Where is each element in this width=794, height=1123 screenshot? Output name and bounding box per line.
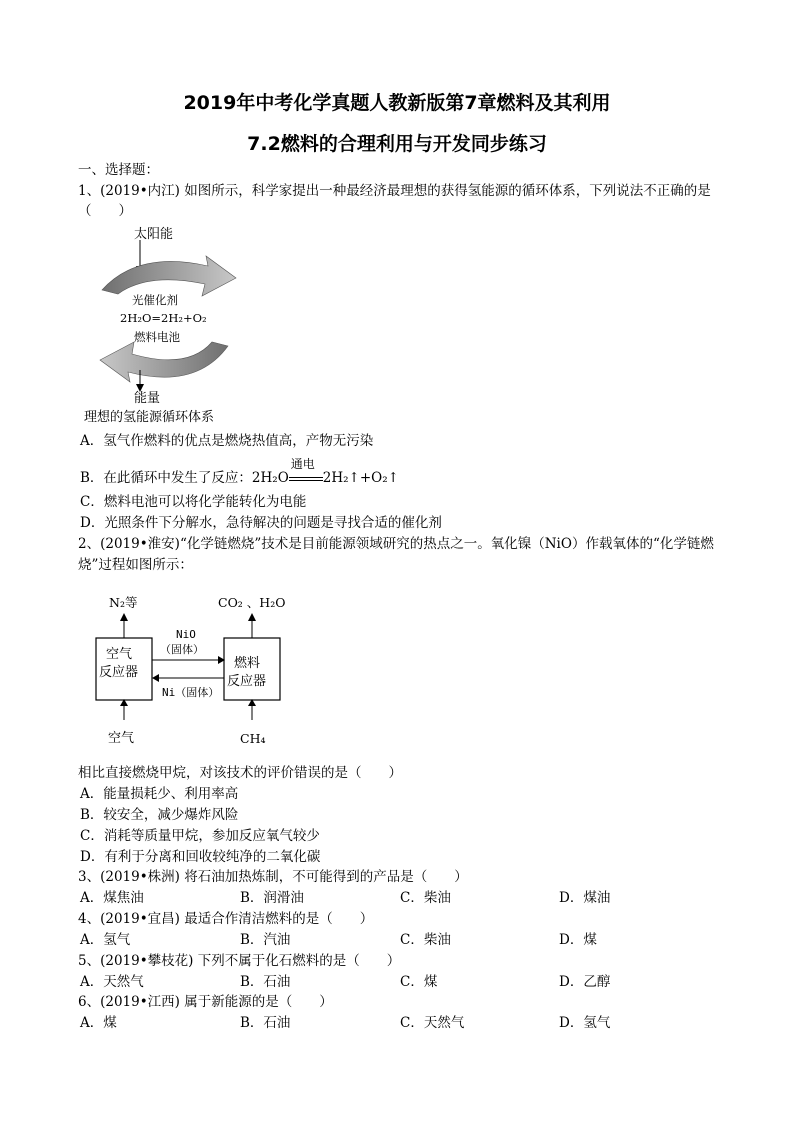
q4-option-c: C．柴油: [400, 932, 451, 948]
document-subtitle: 7.2燃料的合理利用与开发同步练习: [247, 133, 547, 155]
upper-cycle-arrow: [102, 256, 236, 296]
air-input-label: 空气: [108, 731, 135, 746]
reaction-label: 2H₂O=2H₂+O₂: [120, 311, 207, 325]
q3-option-b: B．润滑油: [240, 890, 304, 906]
q4-stem: 4、(2019•宜昌) 最适合作清洁燃料的是（ ）: [78, 911, 374, 927]
lower-cycle-arrow: [100, 342, 228, 382]
nio-solid-label: （固体）: [160, 643, 204, 656]
n2-label: N₂等: [109, 595, 138, 610]
fuel-out-arrowhead: [248, 613, 256, 621]
air-out-arrowhead: [120, 613, 128, 621]
ni-solid-label: Ni（固体）: [162, 686, 220, 699]
q1-option-b-suffix: 2H₂↑+O₂↑: [322, 470, 399, 486]
q6-option-d: D．氢气: [559, 1015, 611, 1031]
q2-option-d: D．有利于分离和回收较纯净的二氧化碳: [80, 849, 321, 865]
q4-option-a: A．氢气: [80, 932, 131, 948]
q6-stem: 6、(2019•江西) 属于新能源的是（ ）: [78, 994, 333, 1010]
q1-stem: 1、(2019•内江) 如图所示，科学家提出一种最经济最理想的获得氢能源的循环体系，下列说法不正确的是: [78, 183, 711, 199]
q4-option-b: B．汽油: [240, 932, 291, 948]
q1-answer-blank: （ ）: [78, 203, 132, 219]
q6-option-b: B．石油: [240, 1015, 291, 1031]
air-reactor-line1: 空气: [106, 647, 133, 662]
q2-option-c: C．消耗等质量甲烷，参加反应氧气较少: [80, 828, 320, 844]
q2-stem: 2、(2019•淮安)“化学链燃烧”技术是目前能源领域研究的热点之一。氧化镍（NiO）作载氧体的“化学链燃烧”过程如图所示：: [78, 536, 714, 573]
q1-option-c: C．燃料电池可以将化学能转化为电能: [80, 494, 307, 510]
q1-option-b: [80, 456, 399, 487]
document-title: 2019年中考化学真题人教新版第7章燃料及其利用: [183, 92, 611, 114]
q1-option-a: A．氢气作燃料的优点是燃烧热值高，产物无污染: [80, 433, 374, 449]
q3-stem: 3、(2019•株洲) 将石油加热炼制，不可能得到的产品是（ ）: [78, 869, 468, 885]
diagram-caption: 理想的氢能源循环体系: [84, 410, 215, 425]
equals-line: [289, 477, 323, 481]
co2-h2o-label: CO₂ 、H₂O: [218, 595, 286, 610]
nio-label: NiO: [176, 628, 196, 641]
ch4-label: CH₄: [240, 731, 266, 746]
q6-option-c: C．天然气: [400, 1015, 465, 1031]
q3-option-a: A．煤焦油: [80, 890, 144, 906]
q4-option-d: D．煤: [559, 932, 597, 948]
electrolysis-condition: 通电: [290, 456, 315, 471]
ni-arrowhead: [152, 674, 159, 682]
energy-label: 能量: [134, 391, 161, 406]
q5-option-a: A．天然气: [80, 974, 144, 990]
q2-option-b: B．较安全，减少爆炸风险: [80, 807, 239, 823]
q3-option-d: D．煤油: [559, 890, 611, 906]
q2-option-a: A．能量损耗少、利用率高: [80, 786, 239, 802]
section-heading: 一、选择题：: [78, 162, 159, 178]
q5-stem: 5、(2019•攀枝花) 下列不属于化石燃料的是（ ）: [78, 953, 401, 969]
fuel-cell-label: 燃料电池: [134, 330, 180, 344]
electrolysis-arrow: [289, 456, 323, 486]
q3-option-c: C．柴油: [400, 890, 451, 906]
q5-option-c: C．煤: [400, 974, 438, 990]
q2-question: 相比直接燃烧甲烷，对该技术的评价错误的是（ ）: [78, 765, 402, 781]
sun-label: 太阳能: [134, 227, 174, 242]
air-reactor-line2: 反应器: [99, 665, 139, 680]
q5-option-d: D．乙醇: [559, 974, 611, 990]
q1-option-b-prefix: B．在此循环中发生了反应：2H₂O: [80, 470, 289, 486]
fuel-reactor-line2: 反应器: [227, 674, 267, 689]
q1-option-d: D．光照条件下分解水，急待解决的问题是寻找合适的催化剂: [80, 515, 442, 531]
q5-option-b: B．石油: [240, 974, 291, 990]
q6-option-a: A．煤: [80, 1015, 117, 1031]
fuel-reactor-line1: 燃料: [234, 656, 261, 671]
catalyst-label: 光催化剂: [132, 293, 178, 307]
